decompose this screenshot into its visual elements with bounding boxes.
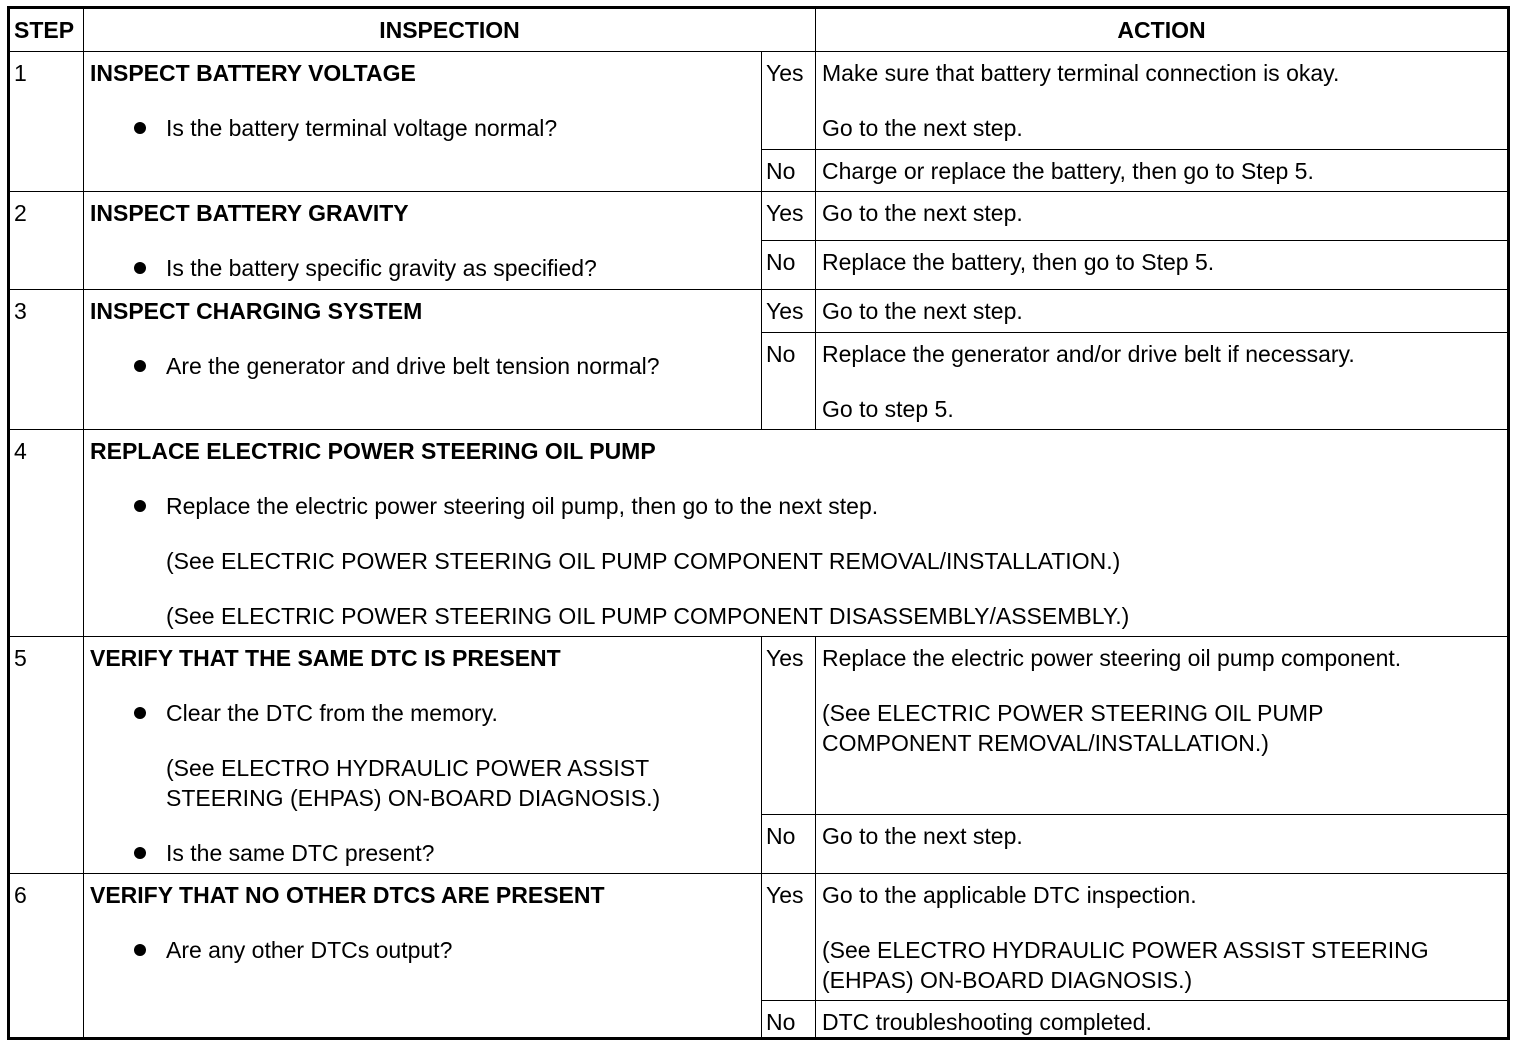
reference-note — [822, 698, 1501, 758]
step-number: 2 — [9, 192, 84, 290]
yes-action — [816, 637, 1509, 815]
inspection-question: Is the battery specific gravity as specified? — [90, 253, 755, 283]
inspection-bullet: Clear the DTC from the memory. — [90, 698, 755, 728]
step-number: 3 — [9, 290, 84, 430]
inspection-title: REPLACE ELECTRIC POWER STEERING OIL PUMP — [90, 438, 656, 464]
step-number: 5 — [9, 637, 84, 874]
reference-note — [90, 753, 755, 813]
reference-line: STEERING (EHPAS) ON-BOARD DIAGNOSIS.) — [166, 785, 661, 811]
yes-action — [816, 874, 1509, 1001]
table-row — [9, 637, 1509, 815]
header-step: STEP — [9, 8, 84, 52]
yes-label: Yes — [762, 637, 816, 815]
inspection-title: VERIFY THAT NO OTHER DTCS ARE PRESENT — [90, 882, 605, 908]
inspection-bullet: Replace the electric power steering oil pump, then go to the next step. — [90, 491, 1501, 521]
header-action: ACTION — [816, 8, 1509, 52]
reference-line: (See ELECTRIC POWER STEERING OIL PUMP — [822, 700, 1324, 726]
inspection-cell — [84, 874, 762, 1039]
reference-line: (See ELECTRO HYDRAULIC POWER ASSIST — [166, 755, 650, 781]
no-label: No — [762, 815, 816, 874]
reference-line: (EHPAS) ON-BOARD DIAGNOSIS.) — [822, 967, 1193, 993]
step-number: 1 — [9, 52, 84, 192]
action-line: Make sure that battery terminal connection is okay. — [822, 60, 1340, 86]
reference-note: (See ELECTRIC POWER STEERING OIL PUMP COMPONENT REMOVAL/INSTALLATION.) — [166, 548, 1121, 574]
inspection-title: VERIFY THAT THE SAME DTC IS PRESENT — [90, 645, 561, 671]
yes-action: Go to the next step. — [816, 290, 1509, 333]
no-action — [816, 333, 1509, 430]
no-label: No — [762, 1001, 816, 1039]
inspection-cell — [84, 192, 762, 290]
inspection-title: INSPECT BATTERY VOLTAGE — [90, 60, 416, 86]
action-line: Go to the applicable DTC inspection. — [822, 882, 1197, 908]
troubleshooting-table — [7, 6, 1510, 1040]
reference-note — [822, 935, 1501, 995]
header-row — [9, 8, 1509, 52]
inspection-cell — [84, 52, 762, 192]
table-row — [9, 290, 1509, 333]
inspection-cell — [84, 430, 1509, 637]
reference-line: COMPONENT REMOVAL/INSTALLATION.) — [822, 730, 1269, 756]
inspection-question: Are any other DTCs output? — [90, 935, 755, 965]
yes-action: Go to the next step. — [816, 192, 1509, 241]
inspection-question: Is the battery terminal voltage normal? — [90, 113, 755, 143]
reference-line: (See ELECTRO HYDRAULIC POWER ASSIST STEERING — [822, 937, 1429, 963]
action-line: Replace the generator and/or drive belt if necessary. — [822, 341, 1355, 367]
table-row — [9, 874, 1509, 1001]
no-action: Charge or replace the battery, then go to Step 5. — [816, 150, 1509, 192]
table-row — [9, 192, 1509, 241]
no-label: No — [762, 241, 816, 290]
inspection-title: INSPECT BATTERY GRAVITY — [90, 200, 409, 226]
no-label: No — [762, 150, 816, 192]
inspection-question: Is the same DTC present? — [90, 838, 755, 868]
yes-label: Yes — [762, 874, 816, 1001]
inspection-cell — [84, 290, 762, 430]
inspection-title: INSPECT CHARGING SYSTEM — [90, 298, 423, 324]
no-action: Replace the battery, then go to Step 5. — [816, 241, 1509, 290]
inspection-question: Are the generator and drive belt tension normal? — [90, 351, 755, 381]
step-number: 4 — [9, 430, 84, 637]
header-inspection: INSPECTION — [84, 8, 816, 52]
yes-label: Yes — [762, 52, 816, 150]
action-line: Replace the electric power steering oil pump component. — [822, 645, 1402, 671]
table-row — [9, 430, 1509, 637]
action-line: Go to the next step. — [822, 115, 1023, 141]
yes-label: Yes — [762, 192, 816, 241]
no-action: DTC troubleshooting completed. — [816, 1001, 1509, 1039]
no-label: No — [762, 333, 816, 430]
reference-note: (See ELECTRIC POWER STEERING OIL PUMP COMPONENT DISASSEMBLY/ASSEMBLY.) — [166, 603, 1130, 629]
step-number: 6 — [9, 874, 84, 1039]
no-action: Go to the next step. — [816, 815, 1509, 874]
yes-action — [816, 52, 1509, 150]
inspection-cell — [84, 637, 762, 874]
yes-label: Yes — [762, 290, 816, 333]
table-row — [9, 52, 1509, 150]
action-line: Go to step 5. — [822, 396, 954, 422]
